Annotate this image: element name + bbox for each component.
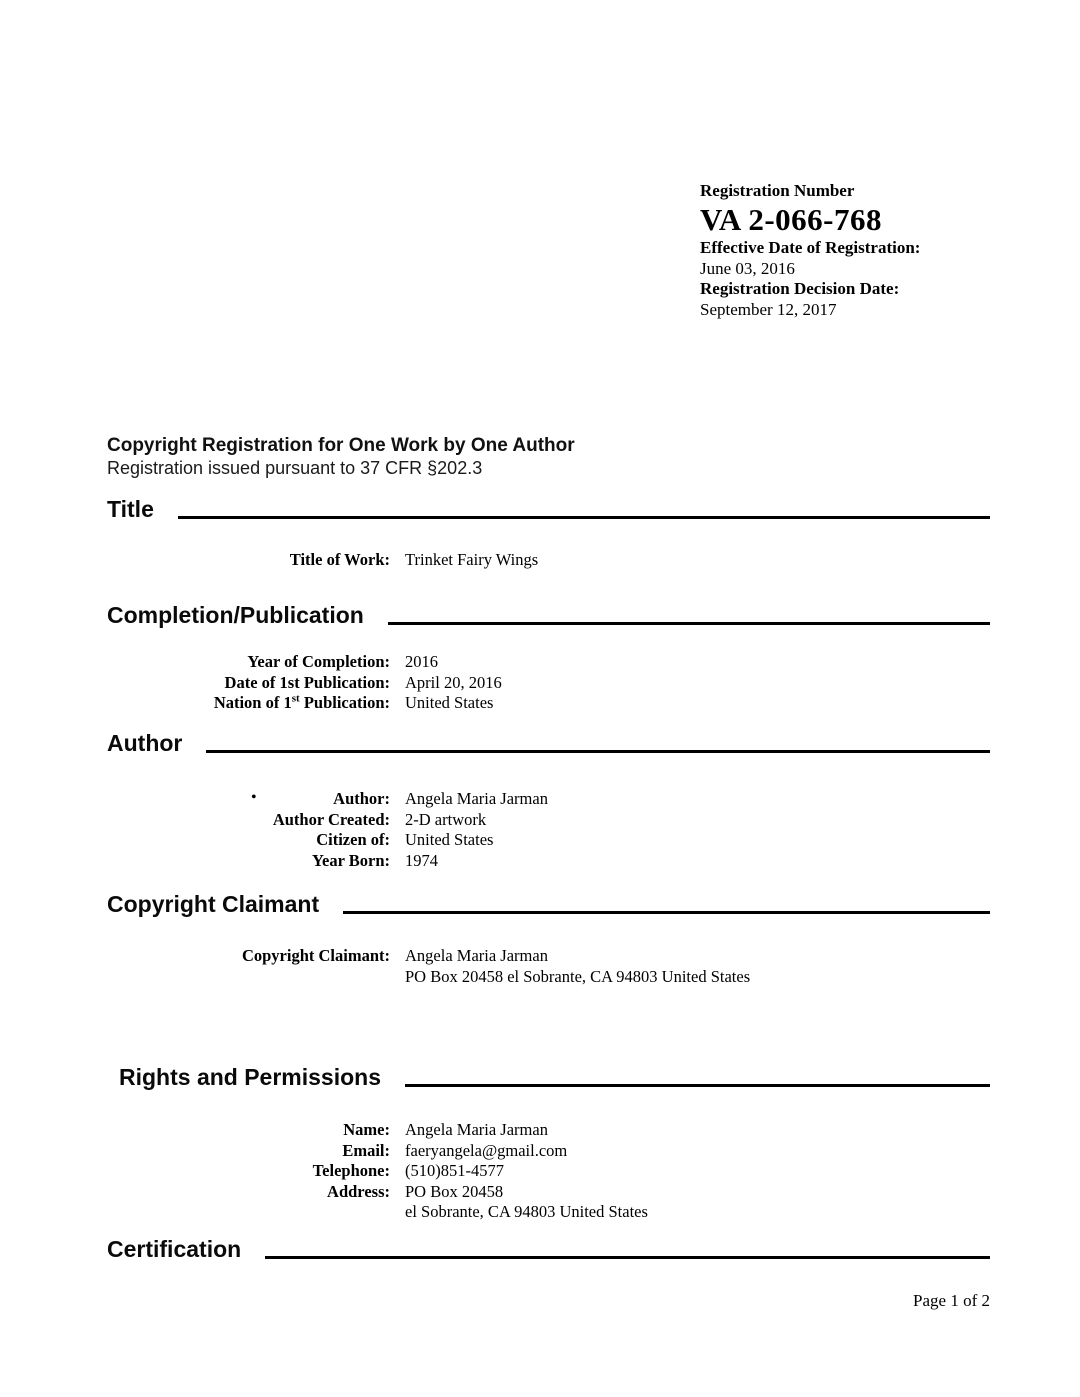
- section-heading-completion: [107, 603, 990, 628]
- section-title-text: Completion/Publication: [107, 602, 364, 628]
- field-row-name: [107, 1120, 990, 1141]
- field-row-author-created: [107, 810, 990, 831]
- field-label: Year Born:: [311, 850, 390, 870]
- section-rule: [405, 1084, 990, 1087]
- field-row-email: [107, 1141, 990, 1162]
- section-heading-claimant: [107, 892, 990, 917]
- section-rule: [206, 750, 990, 753]
- claimant-rows: [107, 946, 990, 987]
- section-rule: [343, 911, 990, 914]
- section-heading-certification: [107, 1237, 990, 1262]
- field-row-address: [107, 1182, 990, 1223]
- document-header: [107, 434, 807, 479]
- field-value: April 20, 2016: [405, 672, 502, 692]
- field-value: [405, 946, 750, 987]
- field-value: [405, 1182, 648, 1223]
- field-row-title-of-work: [107, 550, 990, 571]
- field-label: Telephone:: [312, 1161, 390, 1180]
- author-rows: [107, 789, 990, 871]
- section-heading-rights: [107, 1065, 990, 1090]
- field-label: Author:: [333, 789, 390, 808]
- field-label: Copyright Claimant:: [241, 946, 390, 965]
- rights-rows: [107, 1120, 990, 1223]
- field-value-line1: PO Box 20458: [405, 1181, 504, 1201]
- field-label: Name:: [343, 1120, 390, 1139]
- field-value: Angela Maria Jarman: [405, 789, 548, 808]
- registration-block: [700, 181, 1020, 320]
- field-label: Address:: [327, 1181, 390, 1201]
- field-value: United States: [405, 830, 494, 849]
- section-heading-author: [107, 731, 990, 756]
- field-value-line2: el Sobrante, CA 94803 United States: [405, 1202, 648, 1221]
- section-rule: [178, 516, 990, 519]
- field-value: Angela Maria Jarman: [405, 1120, 548, 1139]
- document-subtitle: Registration issued pursuant to 37 CFR §202.3: [107, 458, 483, 478]
- document-title: Copyright Registration for One Work by One Author: [107, 435, 575, 456]
- section-title-text: Rights and Permissions: [119, 1064, 382, 1090]
- field-label: Year of Completion:: [247, 652, 390, 671]
- effective-date-label: Effective Date of Registration:: [700, 238, 921, 257]
- field-value: 2016: [405, 652, 438, 671]
- decision-date-value: September 12, 2017: [700, 300, 837, 319]
- field-value: United States: [405, 693, 494, 712]
- registration-number: VA 2-066-768: [700, 202, 882, 237]
- field-row-year-born: [107, 851, 990, 872]
- title-rows: [107, 550, 990, 571]
- field-row-citizen-of: [107, 830, 990, 851]
- field-label: Nation of 1st Publication:: [213, 692, 390, 712]
- section-heading-title: [107, 497, 990, 522]
- field-label: Author Created:: [272, 809, 390, 829]
- field-label: Email:: [342, 1140, 390, 1160]
- field-value: (510)851-4577: [405, 1161, 504, 1180]
- decision-date-label: Registration Decision Date:: [700, 279, 900, 298]
- section-title-text: Copyright Claimant: [107, 891, 320, 917]
- field-value: 2-D artwork: [405, 809, 487, 829]
- section-title-text: Title: [107, 496, 154, 522]
- effective-date-value: June 03, 2016: [700, 259, 795, 278]
- field-label: Title of Work:: [289, 550, 390, 569]
- section-title-text: Author: [107, 730, 183, 756]
- field-row-author: [107, 789, 990, 810]
- page-indicator: Page 1 of 2: [913, 1291, 990, 1310]
- field-label: Citizen of:: [316, 830, 390, 849]
- field-value-line2: PO Box 20458 el Sobrante, CA 94803 United States: [405, 966, 751, 986]
- field-row-telephone: [107, 1161, 990, 1182]
- completion-rows: [107, 652, 990, 714]
- author-bullet: •: [251, 789, 257, 806]
- section-rule: [388, 622, 990, 625]
- field-row-year-of-completion: [107, 652, 990, 673]
- field-value: faeryangela@gmail.com: [405, 1140, 568, 1160]
- field-row-date-of-1st-publication: [107, 673, 990, 694]
- section-title-text: Certification: [107, 1236, 242, 1262]
- field-value-line1: Angela Maria Jarman: [405, 946, 548, 965]
- field-label: Date of 1st Publication:: [224, 672, 390, 692]
- section-rule: [265, 1256, 990, 1259]
- registration-number-label: Registration Number: [700, 181, 855, 200]
- field-value: 1974: [405, 850, 438, 870]
- field-row-copyright-claimant: [107, 946, 990, 987]
- field-value: Trinket Fairy Wings: [405, 550, 539, 569]
- field-row-nation-of-1st-publication: [107, 693, 990, 714]
